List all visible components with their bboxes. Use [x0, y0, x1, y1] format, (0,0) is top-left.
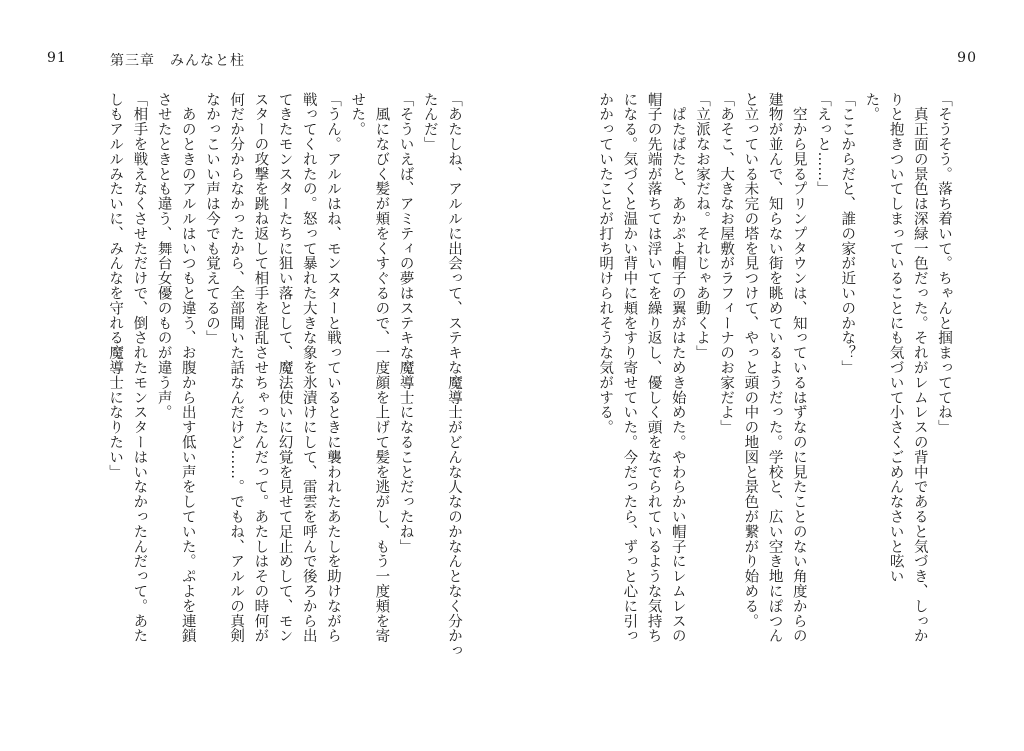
text-line: 建物が並んで、知らない街を眺めているようだった。学校と、広い空き地にぽつん	[766, 92, 783, 644]
text-line: と立っている未完の塔を見つけて、やっと頭の中の地図と景色が繋がり始める。	[742, 92, 759, 629]
text-line: 「立派なお家だね。それじゃあ動くよ」	[693, 92, 710, 361]
text-line: あのときのアルルはいつもと違う、お腹から出す低い声をしていた。ぷよを連鎖	[179, 92, 196, 644]
left-page-number: 91	[47, 50, 67, 66]
text-line: になる。気づくと温かい背中に頬をすり寄せていた。今だったら、ずっと心に引っ	[621, 92, 638, 644]
text-line: スターの攻撃を跳ね返して相手を混乱させちゃったんだって。あたしはその時何が	[252, 92, 269, 644]
text-line: しもアルルみたいに、みんなを守れる魔導士になりたい」	[107, 92, 124, 480]
text-line: 真正面の景色は深緑一色だった。それがレムレスの背中であると気づき、しっか	[911, 92, 928, 644]
text-line: 「そうそう。落ち着いて。ちゃんと掴まっててね」	[936, 92, 952, 435]
text-line: 「うん。アルルはね、モンスターと戦っているときに襲われたあたしを助けながら	[324, 92, 341, 644]
text-line: ぱたぱたと、あかぷよ帽子の翼がはためき始めた。やわらかい帽子にレムレスの	[669, 92, 686, 644]
right-page	[512, 0, 1024, 751]
text-line: 戦ってくれたの。怒って暴れた大きな象を氷漬けにして、雷雲を呼んで後ろから出	[300, 92, 317, 644]
text-line: 帽子の先端が落ちては浮いてを繰り返し、優しく頭をなでられているような気持ち	[645, 92, 662, 644]
text-line: せた。	[349, 92, 366, 137]
text-line: 「相手を戦えなくさせただけで、倒されたモンスターはいなかったんだって。あた	[131, 92, 148, 644]
text-line: 「あたしね、アルルに出会って、ステキな魔導士がどんな人なのかなんとなく分かっ	[446, 92, 462, 659]
text-line: 風になびく髪が頬をくすぐるので、一度顔を上げて髪を逃がし、もう一度頬を寄	[373, 92, 390, 644]
text-line: てきたモンスターたちに狙い落として、魔法使いに幻覚を見せて足止めして、モン	[276, 92, 293, 644]
right-page-number: 90	[957, 50, 977, 66]
text-line: 「そういえば、アミティの夢はステキな魔導士になることだったね」	[397, 92, 414, 554]
text-line: 空から見るプリンプタウンは、知っているはずなのに見たことのない角度からの	[790, 92, 807, 644]
text-line: た。	[863, 92, 880, 122]
text-line: なかっこいい声は今でも覚えてるの」	[203, 92, 220, 346]
text-line: かかっていたことが打ち明けられそうな気がする。	[597, 92, 614, 435]
text-line: りと抱きついてしまっていることにも気づいて小さくごめんなさいと呟い	[887, 92, 904, 584]
left-page-body	[76, 92, 466, 702]
text-line: たんだ」	[421, 92, 438, 152]
text-line: させたときとも違う、舞台女優のものが違う声。	[155, 92, 172, 420]
text-line: 「あそこ、大きなお屋敷がラフィーナのお家だよ」	[718, 92, 735, 435]
text-line: 「ここからだと、誰の家が近いのかな？」	[839, 92, 856, 376]
text-line: 何だか分からなかったから、全部聞いた話なんだけど……。でもね、アルルの真剣	[228, 92, 245, 644]
text-line: 「えっと……」	[814, 92, 831, 197]
right-page-body	[572, 92, 956, 702]
chapter-title: 第三章 みんなと柱	[110, 53, 245, 69]
